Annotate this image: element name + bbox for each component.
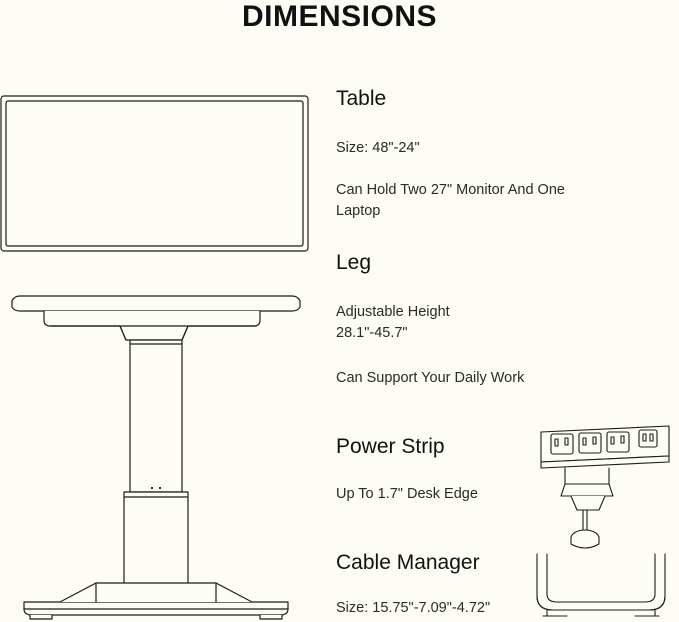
table-capacity-text: Can Hold Two 27" Monitor And One Laptop bbox=[336, 182, 565, 219]
leg-height-text: Adjustable Height 28.1"-45.7" bbox=[336, 304, 450, 341]
cable-manager-illustration bbox=[523, 552, 679, 622]
section-heading-leg: Leg bbox=[336, 251, 372, 274]
section-heading-cable-manager: Cable Manager bbox=[336, 551, 480, 574]
section-heading-power-strip: Power Strip bbox=[336, 435, 445, 458]
desk-front-view bbox=[12, 296, 300, 619]
cable-manager-size-text: Size: 15.75"-7.09"-4.72" bbox=[336, 600, 491, 616]
desk-illustrations bbox=[0, 88, 312, 622]
power-strip-illustration bbox=[531, 412, 679, 562]
leg-support-text: Can Support Your Daily Work bbox=[336, 370, 525, 386]
table-size-text: Size: 48"-24" bbox=[336, 140, 420, 156]
power-strip-detail-text: Up To 1.7" Desk Edge bbox=[336, 486, 478, 502]
page-title: DIMENSIONS bbox=[241, 0, 438, 33]
section-heading-table: Table bbox=[336, 87, 387, 110]
desktop-top-view bbox=[1, 96, 308, 251]
